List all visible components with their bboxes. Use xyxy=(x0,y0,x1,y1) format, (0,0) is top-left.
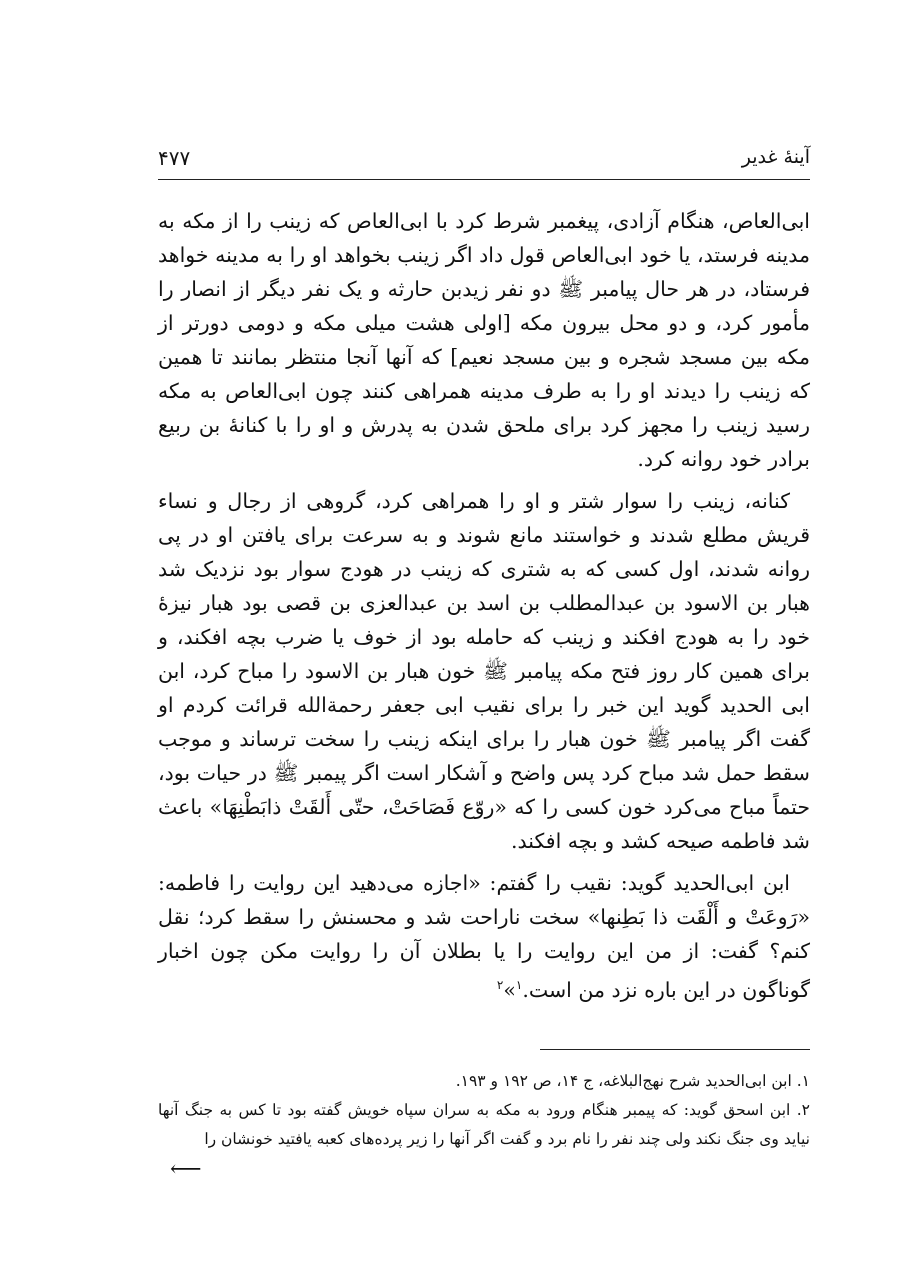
footnote-2: ۲. ابن اسحق گوید: که پیمبر هنگام ورود به مکه به سران سپاه خویش گفته بود تا کس به جنگ آنها نیاید وی جنگ نکند ولی چند نفر را نام برد و گفت اگر آنها را زیر پرده‌های کعبه یافتید خونشان را xyxy=(158,1101,810,1148)
book-title: آینهٔ غدیر xyxy=(741,146,810,168)
page-number: ۴۷۷ xyxy=(158,146,191,170)
footnote-ref-1[interactable]: ۱ xyxy=(515,978,523,992)
paragraph-1: ابی‌العاص، هنگام آزادی، پیغمبر شرط کرد با ابی‌العاص که زینب را از مکه به مدینه فرستد، یا خود ابی‌العاص قول داد اگر زینب بخواهد او را به مدینه خواهد فرستاد، در هر حال پیامبر ﷺ دو نفر زیدبن حارثه و یک نفر دیگر از انصار را مأمور کرد، و دو محل بیرون مکه [اولی هشت میلی مکه و دومی دورتر از مکه بین مسجد شجره و بین مسجد نعیم] که آنها آنجا منتظر بمانند تا همین که زینب را دیدند او را به طرف مدینه همراهی کنند چون ابی‌العاص به مکه رسید زینب را مجهز کرد برای ملحق شدن به پدرش و او را با کنانهٔ بن ربیع برادر خود روانه کرد. xyxy=(158,209,810,471)
continuation-arrow-icon: ⟵ xyxy=(170,1157,202,1182)
main-text xyxy=(158,204,810,1007)
paragraph-2: کنانه، زینب را سوار شتر و او را همراهی کرد، گروهی از رجال و نساء قریش مطلع شدند و خواستند مانع شوند و به سرعت برای یافتن او در پی روانه شدند، اول کسی که به شتری که زینب در هودج سوار بود نزدیک شد هبار بن الاسود بن عبدالمطلب بن اسد بن عبدالعزی بن قصی بود هبار نیزهٔ خود را به هودج افکند و زینب که حامله بود از خوف یا ضرب بچه افکند، و برای همین کار روز فتح مکه پیامبر ﷺ خون هبار بن الاسود را مباح کرد، ابن ابی الحدید گوید این خبر را برای نقیب ابی جعفر رحمة‌الله قرائت کردم او گفت اگر پیامبر ﷺ خون هبار را برای اینکه زینب را سخت ترساند و موجب سقط حمل شد مباح کرد پس واضح و آشکار است اگر پیمبر ﷺ در حیات بود، حتماً مباح می‌کرد خون کسی را که «روّع فَصَاحَتْ، حتّى أَلقَتْ ذابَطْنِهَا» باعث شد فاطمه صیحه کشد و بچه افکند. xyxy=(158,489,810,853)
header-rule xyxy=(158,179,810,180)
quote-close: » xyxy=(503,977,516,1002)
footnote-ref-2[interactable]: ۲ xyxy=(496,978,504,992)
paragraph-3-text: ابن ابی‌الحدید گوید: نقیب را گفتم: «اجازه می‌دهید این روایت را فاطمه: «رَوعَتْ و أَلْقَت ذا بَطِنها» سخت ناراحت شد و محسنش را سقط کرد؛ نقل کنم؟ گفت: از من این روایت را یا بطلان آن را روایت مکن چون اخبار گوناگون در این باره نزد من است. xyxy=(158,871,810,1002)
footnote-1: ۱. ابن ابی‌الحدید شرح نهج‌البلاغه، ج ۱۴، ص ۱۹۲ و ۱۹۳. xyxy=(455,1072,810,1090)
footnotes xyxy=(158,1067,810,1154)
footnote-separator xyxy=(540,1049,810,1050)
paragraph-3 xyxy=(158,866,810,1007)
running-header xyxy=(158,146,810,178)
